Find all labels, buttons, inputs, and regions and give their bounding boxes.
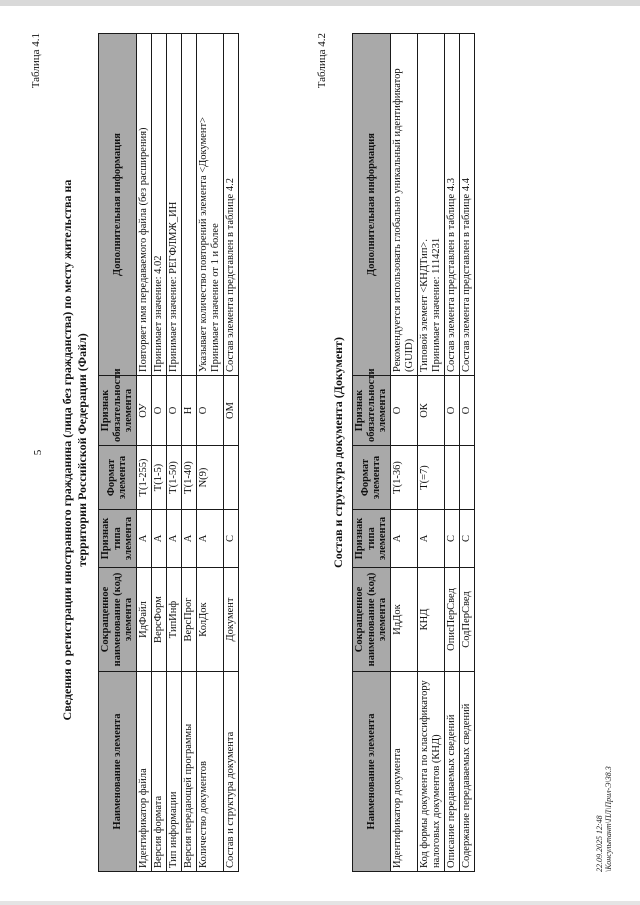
table-row (166, 34, 181, 872)
cell-element-format: T(=7) (417, 446, 444, 510)
header-additional-info: Дополнительная информация (353, 34, 391, 376)
cell-element-format (224, 446, 239, 510)
cell-element-required: ОУ (136, 376, 151, 446)
cell-element-format: T(1-5) (151, 446, 166, 510)
cell-additional-info (151, 34, 166, 376)
cell-element-code: ВерсФорм (151, 568, 166, 672)
header-element-name: Наименование элемента (353, 672, 391, 872)
table-row (459, 34, 474, 872)
cell-element-name: Описание передаваемых сведений (444, 672, 459, 872)
cell-element-format: N(9) (196, 446, 223, 510)
cell-element-required: О (196, 376, 223, 446)
cell-element-format (444, 446, 459, 510)
table-1-heading (60, 100, 90, 800)
info-line: Принимает значение: 4.02 (152, 255, 164, 372)
info-line: Повторяет имя передаваемого файла (без расширения) (137, 127, 149, 372)
info-line: Состав элемента представлен в таблице 4.3 (445, 178, 457, 372)
print-stamp-datetime: 22.09.2025 12:48 (595, 815, 604, 872)
info-line: Состав элемента представлен в таблице 4.4 (460, 178, 472, 372)
table-row (151, 34, 166, 872)
cell-additional-info (196, 34, 223, 376)
info-line: Принимает значение от 1 и более (209, 223, 221, 372)
cell-element-code: ИдДок (390, 568, 417, 672)
header-element-name: Наименование элемента (99, 672, 137, 872)
cell-element-name: Код формы документа по классификатору налоговых документов (КНД) (417, 672, 444, 872)
cell-element-type: А (151, 510, 166, 568)
cell-additional-info (444, 34, 459, 376)
cell-element-code: КолДок (196, 568, 223, 672)
table-header-row (353, 34, 391, 872)
cell-element-code: ВерсПрог (181, 568, 196, 672)
cell-element-code: СодПерСвед (459, 568, 474, 672)
cell-element-code: Документ (224, 568, 239, 672)
table-row (390, 34, 417, 872)
cell-element-required: О (166, 376, 181, 446)
table-2-heading: Состав и структура документа (Документ) (331, 337, 345, 568)
cell-element-name: Версия формата (151, 672, 166, 872)
cell-element-format: T(1-40) (181, 446, 196, 510)
info-line: Рекомендуется использовать глобально уникальный идентификатор (GUID) (391, 68, 415, 372)
scan-edge-top (0, 0, 640, 6)
print-stamp-path: \Консультант\ПЛ\Прил-Э\38.3 (604, 766, 614, 872)
cell-element-type: А (136, 510, 151, 568)
cell-element-code: КНД (417, 568, 444, 672)
header-element-required: Признак обязательности элемента (99, 376, 137, 446)
table-header-row (99, 34, 137, 872)
cell-additional-info (417, 34, 444, 376)
header-element-code: Сокращенное наименование (код) элемента (99, 568, 137, 672)
info-line: Состав элемента представлен в таблице 4.2 (225, 178, 237, 372)
cell-element-required: О (390, 376, 417, 446)
cell-additional-info (390, 34, 417, 376)
table-file-structure (98, 33, 239, 872)
info-line: Принимает значение: 1114231 (430, 237, 442, 372)
header-additional-info: Дополнительная информация (99, 34, 137, 376)
header-element-code: Сокращенное наименование (код) элемента (353, 568, 391, 672)
table-2-caption: Таблица 4.2 (316, 33, 328, 89)
cell-element-type: А (390, 510, 417, 568)
cell-element-name: Тип информации (166, 672, 181, 872)
cell-element-type: С (444, 510, 459, 568)
cell-element-code: ОписПерСвед (444, 568, 459, 672)
rotated-document-page (30, 25, 620, 880)
table-1-heading-line: Сведения о регистрации иностранного гражданина (лица без гражданства) по месту жительства на (60, 179, 74, 721)
header-element-type: Признак типа элемента (99, 510, 137, 568)
cell-additional-info (181, 34, 196, 376)
cell-additional-info (136, 34, 151, 376)
cell-element-name: Состав и структура документа (224, 672, 239, 872)
cell-element-type: А (196, 510, 223, 568)
table-row (444, 34, 459, 872)
header-element-required: Признак обязательности элемента (353, 376, 391, 446)
cell-element-required: Н (181, 376, 196, 446)
cell-element-required: О (444, 376, 459, 446)
info-line: Типовой элемент <КНДТип>. (418, 239, 430, 372)
cell-additional-info (224, 34, 239, 376)
cell-element-required: О (151, 376, 166, 446)
cell-element-name: Идентификатор документа (390, 672, 417, 872)
header-element-format: Формат элемента (353, 446, 391, 510)
cell-element-name: Содержание передаваемых сведений (459, 672, 474, 872)
table-row (417, 34, 444, 872)
cell-element-type: С (459, 510, 474, 568)
table-row (196, 34, 223, 872)
cell-element-required: ОК (417, 376, 444, 446)
table-row (136, 34, 151, 872)
cell-element-required: ОМ (224, 376, 239, 446)
cell-element-type: А (417, 510, 444, 568)
info-line: Принимает значение: РЕГФЛМЖ_ИН (167, 201, 179, 372)
header-element-type: Признак типа элемента (353, 510, 391, 568)
cell-element-format: T(1-50) (166, 446, 181, 510)
cell-element-format (459, 446, 474, 510)
cell-element-code: ТипИнф (166, 568, 181, 672)
table-1-heading-line: территории Российской Федерации (Файл) (75, 333, 89, 567)
cell-element-name: Количество документов (196, 672, 223, 872)
cell-element-code: ИдФайл (136, 568, 151, 672)
table-row (181, 34, 196, 872)
print-stamp (595, 766, 613, 872)
page-number: 5 (32, 449, 44, 456)
table-1-body (136, 34, 238, 872)
scan-edge-bottom (0, 901, 640, 905)
cell-element-format: T(1-36) (390, 446, 417, 510)
cell-additional-info (459, 34, 474, 376)
cell-element-name: Версия передающей программы (181, 672, 196, 872)
table-2-body (390, 34, 474, 872)
table-document-structure (352, 33, 475, 872)
table-1-caption: Таблица 4.1 (30, 33, 42, 89)
cell-element-required: О (459, 376, 474, 446)
cell-element-format: T(1-255) (136, 446, 151, 510)
cell-element-type: С (224, 510, 239, 568)
cell-element-name: Идентификатор файла (136, 672, 151, 872)
cell-additional-info (166, 34, 181, 376)
cell-element-type: А (166, 510, 181, 568)
header-element-format: Формат элемента (99, 446, 137, 510)
table-row (224, 34, 239, 872)
info-line: Указывает количество повторений элемента <Документ> (197, 116, 209, 372)
cell-element-type: А (181, 510, 196, 568)
